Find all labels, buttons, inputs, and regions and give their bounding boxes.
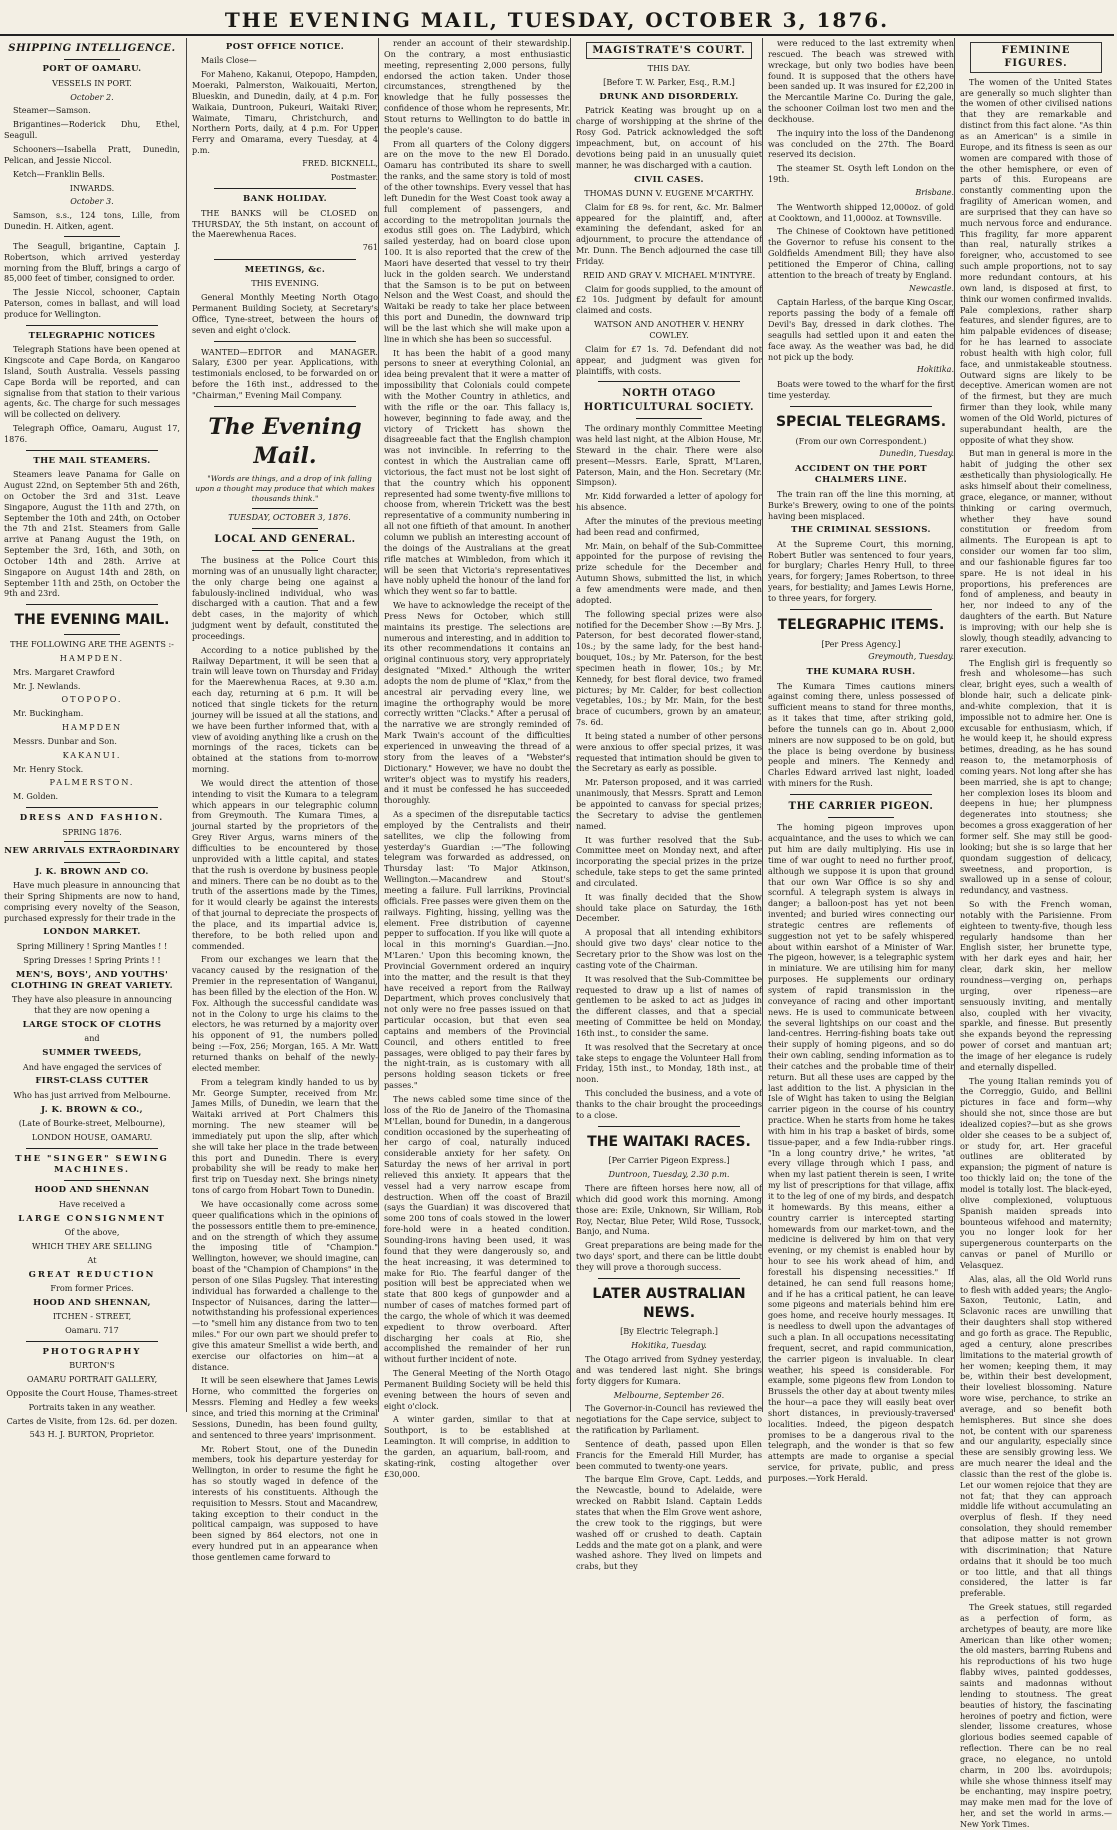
paragraph: The English girl is frequently so fresh and wholesome—has such clear, bright eyes, such a wealth of blonde hair, such a delicate pink-and-white complexion, that it is impossible not to admire her. One is excusable for enthusiasm, which, if he would keep it, he should express betimes, dreading, as he has sound reason to, the metamorphosis of coming years. Not long after she has been married, she is apt to change; her complexion loses its bloom and deepens in hue; her plumpness degenerates into stoutness; she becomes a gross exaggeration of her former self. She may still be good-looking; but she is so large that her quondam suggestion of delicacy, sweetness, and proportion, is swallowed up in a sense of colour, redundancy, and vastness. (960, 657, 1112, 896)
paragraph: The ordinary monthly Committee Meeting was held last night, at the Albion House, Mr. Steward in the chair. There were also present—Messrs. Earle, Spratt, M'Laren, Paterson, Main, and the Hon. Secretary (Mr. Simpson). (576, 423, 762, 488)
divider (598, 1126, 740, 1127)
case-title: REID AND GRAY V. MICHAEL M'INTYRE. (582, 269, 756, 280)
motto: "Words are things, and a drop of ink falling upon a thought may produce that which makes thousands think." (195, 473, 375, 503)
agent-town: HAMPDEN. (59, 652, 125, 663)
date-line: October 3. (70, 196, 114, 207)
ad-number: 717 (103, 1325, 119, 1336)
paragraph: The young Italian reminds you of the Correggio, Guido, and Bellini pictures in face and form—why should she not, since those are but idealized copies?—but as she grows older she ceases to be a subject of, or study for, art. Her graceful outlines are obliterated by expansion; the pigment of nature is too thickly laid on; the tone of the model is totally lost. The black-eyed, olive complexioned, voluptuous Spanish maiden spreads into bounteous wifehood and maternity; you no longer look for her supergenerous counterparts on the canvas or panel of Murillo or Velasquez. (960, 1075, 1112, 1270)
text-line: THIS EVENING. (251, 278, 319, 289)
dateline: Melbourne, September 26. (613, 1389, 725, 1400)
paragraph: The Seagull, brigantine, Captain J. Robertson, which arrived yesterday morning from the Bluff, brings a cargo of 85,000 feet of timber, consigned to order. (4, 240, 180, 284)
paragraph: Great preparations are being made for the two days' sport, and there can be little doubt they will prove a thorough success. (576, 1240, 762, 1272)
paragraph: Claim for £7 1s. 7d. Defendant did not appear, and judgment was given for plaintiffs, with costs. (576, 343, 762, 376)
paragraph: The Otago arrived from Sydney yesterday, and was tendered last night. She brings forty diggers for Kumara. (576, 1354, 762, 1386)
paragraph: There are fifteen horses here now, all of which did good work this morning. Among those are: Exile, Unknown, Sir William, Rob Roy, Nectar, Blue Peter, Wild Rose, Tussock, Banjo, and Numa. (576, 1183, 762, 1237)
divider (636, 418, 702, 419)
paragraph: So with the French woman, notably with the Parisienne. From eighteen to twenty-five, though less regularly handsome than her English sister, her brunette type, with her dark eyes and hair, her clear, dark skin, her mellow roundness—verging on, perhaps urging, over ripeness—are sensuously inviting, and mentally also, coupled with her vivacity, sparkle, and finesse. But presently she expands beyond the repressing power of corset and mantuan art; the image of her elegance is rudely and eternally dispelled. (960, 899, 1112, 1072)
firm-name: J. K. BROWN & CO., (41, 1104, 143, 1115)
evening-mail-heading: THE EVENING MAIL. (14, 612, 170, 629)
divider (790, 406, 932, 407)
paragraph: Mr. Robert Stout, one of the Dunedin members, took his departure yesterday for Wellington, in order to resume the fight he has so stoutly waged in defence of the interests of his constituents. Although the requisition to Messrs. Stout and Macandrew, taking exception to their conduct in the political campaign, was supposed to have been signed by 864 electors, not one in every hundred put in an appearance when those gentlemen came forward to (192, 1443, 378, 1562)
text-line: At (87, 1254, 97, 1265)
paragraph: It will be seen elsewhere that James Lewis Horne, who committed the forgeries on Messrs. Fleming and Hedley a few weeks since, and tried this morning at the Criminal Sessions, Dunedin, has been found guilty, and sentenced to three years' imprisonment. (192, 1375, 378, 1440)
text-line: OAMARU PORTRAIT GALLERY, (26, 1374, 158, 1385)
new-arrivals-heading: NEW ARRIVALS EXTRAORDINARY (4, 846, 180, 857)
port-heading: PORT OF OAMARU. (42, 64, 142, 75)
paragraph: Telegraph Stations have been opened at Kingscote and Cape Borda, on Kangaroo Island, South Australia. Vessels passing Cape Borda will be reported, and can signalise from that station to their various agents, &c. The charge for such messages will be collected on delivery. (4, 344, 180, 420)
paragraph: We have occasionally come across some queer qualifications which in the opinions of the possessors entitle them to pre-eminence, and on the strength of which they assume the imposing title of "Champion." Wellington, however, we should imagine, can boast of the "Champion of Champions" in the person of one Silas Pugsley. That interesting individual has forwarded a challenge to the Inspector of Nuisances, daring the latter—notwithstanding his professional experiences—to "smell him any distance from two to ten miles." For our own part we should prefer to give this amateur Smellist a wide berth, and exercise our olfactories on him—at a distance. (192, 1198, 378, 1372)
paragraph: WANTED—EDITOR and MANAGER. Salary, £300 per year. Applications, with testimonials enclosed, to be forwarded on or before the 16th inst., addressed to the "Chairman," Evening Mail Company. (192, 346, 378, 400)
agent-name: Mr. Buckingham. (13, 708, 84, 719)
paragraph: A winter garden, similar to that at Southport, is to be established at Leamington. It will comprise, in addition to the garden, an aquarium, ball-room, and skating-rink, costing altogether over £30,000. (384, 1414, 570, 1479)
agents-heading: THE FOLLOWING ARE THE AGENTS :- (10, 639, 174, 650)
divider (64, 634, 120, 635)
text-line: [By Electric Telegraph.] (620, 1326, 718, 1337)
paper-title: The Evening Mail. (208, 413, 362, 470)
reduction-heading: GREAT REDUCTION (28, 1269, 156, 1280)
agent-name: Mrs. Margaret Crawford (13, 666, 115, 677)
paragraph: The following special prizes were also notified for the December Show :—By Mrs. J. Paterson, for best decorated flower-stand, 10s.; by the same lady, for the best hand-bouquet, 10s.; by Mr. Paterson, for the best specimen heath in flower, 10s.; by Mr. Kennedy, for best floral device, two framed pictures; by Mr. Calder, for best collection vegetables, 10s.; by Mr. Main, for the best brace of cucumbers, grown by an amateur, 7s. 6d. (576, 608, 762, 728)
text-line: [Before T. W. Parker, Esq., R.M.] (603, 77, 735, 88)
hood-shennan-heading: HOOD AND SHENNAN (34, 1185, 150, 1196)
divider (790, 794, 932, 795)
text-line: WHICH THEY ARE SELLING (31, 1240, 153, 1251)
text-line: Ketch—Franklin Bells. (13, 168, 105, 179)
paragraph: Have much pleasure in announcing that their Spring Shipments are now to hand, comprising every novelty of the Season, purchased expressly for their trade in the (4, 880, 180, 923)
divider (26, 1341, 158, 1342)
text-line: And have engaged the services of (22, 1061, 162, 1072)
divider (790, 609, 932, 610)
column-2 (186, 38, 383, 1562)
text-line: Spring Millinery ! Spring Mantles ! ! (16, 940, 168, 951)
case-title: WATSON AND ANOTHER V. HENRY COWLEY. (594, 319, 744, 341)
consignment-heading: LARGE CONSIGNMENT (18, 1213, 166, 1224)
carrier-pigeon-heading: THE CARRIER PIGEON. (788, 800, 934, 812)
agent-name: Mr. Henry Stock. (13, 763, 84, 774)
text-line: They have also pleasure in announcing that they are now opening a (12, 994, 172, 1016)
agent-name: M. Golden. (13, 791, 59, 802)
divider (26, 1148, 158, 1149)
paragraph: The business at the Police Court this morning was of an unusually light character, the only charge being one against a fabulously-inclined individual, who was discharged with a caution. That and a few debt cases, in the majority of which judgment went by default, constituted the proceedings. (192, 555, 378, 641)
paragraph: Steamers leave Panama for Galle on August 22nd, on September 5th and 26th, on October the 3rd and 31st. Leave Singapore, August the 11th and 27th, on September the 10th and 24th, on October the 7th and 21st. Steamers from Galle arrive at Panang August the 19th, on September the 3rd, 16th, and 30th, on October 14th and 28th. Arrive at Singapore on August 14th and 28th, on September 11th and 25th, on October the 9th and 23rd. (4, 469, 180, 599)
dateline: Hokitika. (916, 365, 954, 375)
date-line: October 2. (70, 91, 114, 102)
divider (828, 817, 894, 818)
text-line: Schooners—Isabella Pratt, Dunedin, Pelican, and Jessie Niccol. (4, 143, 180, 165)
paragraph: The barque Elm Grove, Capt. Ledds, and the Newcastle, bound to Adelaide, were wrecked on Rabbit Island. Captain Ledds states that when the Elm Grove went ashore, the crew took to the riggings, but were washed off or crushed to death. Captain Ledds and the mate got on a plank, and were washed ashore. They lived on limpets and crabs, but they (576, 1474, 762, 1572)
text-line: Brigantines—Roderick Dhu, Ethel, Seagull. (4, 119, 180, 141)
paragraph: The Chinese of Cooktown have petitioned the Governor to refuse his consent to the Goldfields Amendment Bill; they have also petitioned the Emperor of China, calling attention to the breach of treaty by England. (768, 226, 954, 280)
divider (214, 188, 356, 189)
text-line: THIS DAY. (647, 63, 691, 74)
masthead-title: THE EVENING MAIL, TUESDAY, OCTOBER 3, 1876. (224, 8, 890, 32)
paragraph: It was resolved that the Secretary at once take steps to engage the Volunteer Hall from Friday, 15th inst., to Monday, 18th inst., at noon. (576, 1041, 762, 1085)
feminine-figures-heading: FEMININE FIGURES. (970, 42, 1102, 73)
agent-town: HAMPDEN (61, 722, 123, 733)
subheading: ACCIDENT ON THE PORT CHALMERS LINE. (795, 464, 927, 486)
paragraph: Alas, alas, all the Old World runs to flesh with added years; the Anglo-Saxon, Teutonic, Latin, and Sclavonic races are unwilling that their daughters shall stop withered and go forth as grace. The Republic, aged a century, alone prescribes limitations to the material growth of her women; keeping them, it may be, within their best development, their loveliest blossoming. Nature wore wise, perchance, to strike an average, and so benefit both hemispheres. But since she does not, be content with our spareness and our angularity, especially since these are sensibly growing less. We are much nearer the ideal and the classic than the rest of the globe is. Let our women rejoice that they are not fat; that they can approach middle life without accumulating an overplus of flesh. If they need consolation, they should remember that adipose matter is not grown with discrimination; that Nature ordains that it should be too much or too little, and that all things considered, the latter is far preferable. (960, 1273, 1112, 1599)
paragraph: The steamer St. Osyth left London on the 19th. (768, 163, 954, 185)
text-line: Opposite the Court House, Thames-street (6, 1387, 178, 1398)
paragraph: But man in general is more in the habit of judging the other sex æsthetically than physiologically. He asks himself about their comeliness, grace, elegance, or manner, without thinking or caring overmuch, whether they have sound constitution or freedom from ailments. The European is apt to consider our women far too slim, and our fashionable figures far too spare. He is not ideal in his proportions, his preferences are fond of ampleness, and beauty in her, nor indeed to any of the daughters of the earth. But Nature is improving; with our help she is slowly, though steadily, advancing to rarer execution. (960, 448, 1112, 654)
dress-fashion-heading: DRESS AND FASHION. (19, 813, 165, 824)
text-line: Mails Close— (201, 55, 257, 66)
paragraph: It was resolved that the Sub-Committee be requested to draw up a list of names of gentlemen to be asked to act as judges in the different classes, and that a special meeting of Committee be held on Monday, 16th inst., to consider the same. (576, 973, 762, 1038)
text-line: Portraits taken in any weather. (28, 1401, 156, 1412)
paragraph: The inquiry into the loss of the Dandenong was concluded on the 27th. The Board reserved its decision. (768, 127, 954, 160)
singer-heading: THE "SINGER" SEWING MACHINES. (15, 1153, 169, 1176)
subheading: THE KUMARA RUSH. (806, 667, 916, 678)
waitaki-races-heading: THE WAITAKI RACES. (587, 1133, 751, 1150)
divider (214, 259, 356, 260)
text-line: Who has just arrived from Melbourne. (13, 1089, 171, 1100)
stock-heading: LARGE STOCK OF CLOTHS (22, 1019, 162, 1030)
special-telegrams-heading: SPECIAL TELEGRAMS. (775, 413, 947, 430)
divider (598, 381, 740, 382)
text-line: ITCHEN - STREET, (52, 1311, 132, 1322)
text-line: LONDON HOUSE, OAMARU. (31, 1131, 153, 1142)
mail-steamers-heading: THE MAIL STEAMERS. (33, 455, 151, 466)
text-line: [Per Press Agency.] (821, 638, 901, 649)
horticultural-heading: NORTH OTAGO HORTICULTURAL SOCIETY. (583, 388, 755, 413)
brown-co-heading: J. K. BROWN AND CO. (35, 866, 149, 877)
divider (252, 550, 318, 551)
paragraph: From our exchanges we learn that the vacancy caused by the resignation of the Premier in the representation of Wanganui, has been filled by the election of the Hon. W. Fox. Although the successful candidate was not in the Colony to urge his claims to the electors, he was returned by a majority over his opponent of 91, the numbers polled being :—Fox, 256; Morgan, 165. A Mr. Watt returned thanks on behalf of the newly-elected member. (192, 954, 378, 1073)
telegraphic-items-heading: TELEGRAPHIC ITEMS. (777, 616, 945, 633)
paragraph: Patrick Keating was brought up on a charge of worshipping at the shrine of the Rosy God. Patrick acknowledged the soft impeachment, but, on account of his devotions being paid in an unusually quiet manner, he was discharged with a caution. (576, 105, 762, 170)
paragraph: The Kumara Times cautions miners against coming there, unless possessed of sufficient means to stand for three months, as it takes that time, after striking gold, before the tunnels can go in. About 2,000 miners are now supposed to be on gold, but the place is being overdone by business people and miners. The Kennedy and Charles Edward arrived last night, loaded with miners for the Rush. (768, 680, 954, 789)
column-4 (570, 38, 767, 1572)
divider (26, 807, 158, 808)
photography-heading: PHOTOGRAPHY (42, 1346, 142, 1357)
paragraph: We have to acknowledge the receipt of the Press News for October, which still maintains its prestige. The selections are numerous and interesting, and in addition to its other recommendations it contains an original continuous story, very appropriately designated "Mixed." Although the writer adopts the nom de plume of "Klax," from the ancestral air pervading every line, we imagine the orthography would be more correctly written "Clacks." After a perusal of the narrative we are strongly reminded of Mark Twain's account of the difficulties experienced in unweaving the thread of a story from the leaves of a "Webster's Dictionary." However, we have no doubt the writer's object was to mystify his readers, and it must be confessed he has succeeded thoroughly. (384, 600, 570, 806)
divider (26, 604, 158, 605)
paragraph: were reduced to the last extremity when rescued. The beach was strewed with wreckage, but only two bodies have been found. It is supposed that the others have been sanded up. It was insured for £2,200 in the Mercantile Marine Co. During the gale, the schooner Coilman lost two men and the deckhouse. (768, 38, 954, 124)
place-name: Oamaru. (65, 1325, 101, 1336)
vessels-heading: VESSELS IN PORT. (52, 77, 132, 88)
text-line: 543 H. J. BURTON, Proprietor. (29, 1429, 155, 1440)
paragraph: From all quarters of the Colony diggers are on the move to the new El Dorado. Oamaru has contributed its share to swell the ranks, and the same story is told of most of the other townships. Every vessel that has left Dunedin for the West Coast took away a full complement of passengers, and according to the metropolitan journals the exodus still goes on. The Ladybird, which sailed yesterday, had on board close upon 100. It is also reported that the crew of the Maori have deserted that vessel to try their luck in the golden search. We understand that the Samson is to be put on between Nelson and the West Coast, and should the Waitaki be ready to take her place between this port and Dunedin, the downward trip will be the last which she will make upon a line in which she has been so successful. (384, 138, 570, 344)
text-line: Telegraph Office, Oamaru, August 17, 1876. (4, 423, 180, 444)
text-line: Have received a (58, 1198, 126, 1209)
text-line: (From our own Correspondent.) (795, 435, 927, 446)
subheading: INWARDS. (69, 182, 115, 193)
paragraph: The Governor-in-Council has reviewed the negotiations for the Cape service, subject to the ratification by Parliament. (576, 1403, 762, 1436)
cutter-heading: FIRST-CLASS CUTTER (35, 1076, 149, 1087)
column-1-advertisements (4, 38, 184, 1440)
paragraph: Captain Harless, of the barque King Oscar, reports passing the body of a female off Devil's Bay, dressed in dark clothes. The seagulls had settled upon it and eaten the face away. As the weather was bad, he did not pick up the body. (768, 297, 954, 362)
paragraph: Sentence of death, passed upon Ellen Francis for the Emerald Hill Murder, has been commuted to twenty-one years. (576, 1438, 762, 1471)
column-3 (378, 38, 575, 1479)
signature: Postmaster. (330, 172, 378, 182)
text-line: Samson, s.s., 124 tons, Lille, from Dunedin. H. Aitken, agent. (4, 210, 180, 232)
paragraph: It being stated a number of other persons were anxious to offer special prizes, it was requested that intimation should be given to the Secretary as early as possible. (576, 730, 762, 774)
agent-town: OTOPOPO. (61, 694, 123, 705)
divider (598, 1278, 740, 1279)
text-line: Steamer—Samson. (13, 105, 91, 116)
later-australian-news-heading: LATER AUSTRALIAN NEWS. (592, 1285, 746, 1321)
london-market-heading: LONDON MARKET. (43, 927, 141, 938)
telegraphic-notices-heading: TELEGRAPHIC NOTICES (28, 330, 156, 341)
firm-name: HOOD AND SHENNAN, (33, 1297, 151, 1308)
text-line: (Late of Bourke-street, Melbourne), (18, 1118, 166, 1129)
divider (26, 325, 158, 326)
paragraph: The women of the United States are generally so much slighter than the women of other civilised nations that they are remarkable and distinct from this fact alone. "As thin as an American" is a simile in Europe, and its fitness is seen as our women are compared with those of the other hemisphere, or even of parts of this. Europeans are constantly commenting upon the fragility of American women, and are surprised that they can have so much nervous force and endurance. This fragility, far more apparent than real, naturally strikes a foreigner, who, accustomed to see such ample proportions, not to say more redundant contours, at his own land, is disposed at first, to think our women confirmed invalids. Pale complexions, rather sharp features, and slender figures, are to him palpable evidences of disease; for he has learned to associate robust health with high color, full face, and unmistakeable stoutness. Outward signs are likely to be deceptive. American women are not of the firmest, but they are much firmer than they look, while many women of the Old World, pictures of superabundant health, are the opposite of what they show. (960, 76, 1112, 445)
paragraph: As a specimen of the disreputable tactics employed by the Centralists and their satellites, we clip the following from yesterday's Guardian :—"The following telegram was forwarded as addressed, on Thursday last: 'To Major Atkinson, Wellington.—Macandrew and Stout's meeting a failure. Full larrikins, Provincial officials. Free passes were given them on the railways. Fighting, hissing, yelling was the element. Free distribution of cayenne pepper to suffocation. If you like will quote a local in this morning's Guardian.—Jno. M'Laren.' Upon this becoming known, the Provincial Government ordered an inquiry into the matter, and the result is that they have received a report from the Railway Department, which proves conclusively that not only were no free passes issued on that particular occasion, but that even sea captains and members of the Provincial Council, and others entitled to free passages, were obliged to pay their fares by the night-train, as is customary with all persons holding season tickets or free passes." (384, 809, 570, 1091)
paragraph: It was finally decided that the Show should take place on Saturday, the 16th December. (576, 891, 762, 924)
paragraph: For Maheno, Kakanui, Otepopo, Hampden, Moeraki, Palmerston, Waikouaiti, Merton, Blueskin, and Dunedin, daily, at 4 p.m. For Waikaia, Duntroon, Pukeuri, Waitaki River, Waimate, Timaru, Christchurch, and Northern Ports, daily, at 4 p.m. For Upper Ferry and Omarama, every Tuesday, at 4 p.m. (192, 69, 378, 156)
shipping-heading: SHIPPING INTELLIGENCE. (8, 43, 176, 54)
paragraph: Mr. Kidd forwarded a letter of apology for his absence. (576, 491, 762, 513)
magistrates-court-heading: MAGISTRATE'S COURT. (586, 42, 752, 59)
paragraph: According to a notice published by the Railway Department, it will be seen that a train will leave town on Thursday and Friday for the Maerewhenua Races, at 9.30 a.m. each day, returning at 6 p.m. It will be noticed that single tickets for the return journey will be issued at all the stations, and we have been further informed that, with a view of avoiding anything like a crush on the mornings of the races, tickets can be obtained at the stations from to-morrow morning. (192, 644, 378, 775)
dateline: Greymouth, Tuesday. (868, 652, 954, 662)
divider (252, 528, 318, 529)
divider (64, 236, 120, 237)
paragraph: At the Supreme Court, this morning, Robert Butler was sentenced to four years, for burglary; Charles Henry Hull, to three years, for forgery; James Robertson, to three years, for bestiality; and James Lewis Horne, to three years, for forgery. (768, 538, 954, 603)
paragraph: The homing pigeon improves upon acquaintance, and the uses to which we can put him are daily multiplying. His use in time of war ought to need no further proof, although we suppose it is upon that ground that our own War Office is so shy and scornful. A telegraph system is always in danger; a balloon-post has yet not been invented; and buried wires connecting our strategic centres are reflements of suggestion not yet to be safely whispered about within earshot of a Minister of War. The pigeon, however, is a telegraphic system in miniature. We are utilising him for many purposes. He supplements our ordinary system of rapid transmission in the conveyance of racing and other important news. He is used to communicate between the several lightships on our coast and the land-centres. Herring-fishing boats take out their supply of homing pigeons, and so do their own cabling, sending information as to their catches and the probable time of their return. But all these uses are capped by the last addition to the list. A physician in the Isle of Wight has taken to using the Belgian carrier pigeon in the course of his country practice. When he starts from home he takes with him in his trap a basket of birds, some tissue-paper, and a few India-rubber rings. "In a long country drive," he writes, "at every village through which I pass, and when my last patient therein is seen, I write my list of prescriptions for that village, affix it to the leg of one of my birds, and despatch it homewards. By this means, either a country carrier is intercepted starting homewards from our market-town, and the medicine is delivered by him on that very evening, or my chemist is enabled hour by hour to see his work ahead of him, and forestall his dispensing necessities." If detained, he can send full reasons home; and if he has a critical patient, he can leave some pigeons and materials behind him ere goes home, and receive hourly messages. It is needless to dwell upon the advantages of such a plan. In all occupations necessitating frequent, secret, and rapid communication, the carrier pigeon is invaluable. In clear weather, his speed is considerable. For example, some pigeons flew from London to Brussels the other day at about twenty miles the hour—a pace they will easily beat over short distances, in previously-traversed localities. Indeed, the pigeon despatch promises to be a dangerous rival to the telegraph, and the wonder is that so few attempts are made to organise a special service, for private, public, and press purposes.—York Herald. (768, 822, 954, 1483)
subheading: THE CRIMINAL SESSIONS. (791, 525, 931, 536)
divider (64, 59, 120, 60)
masthead (0, 4, 1114, 36)
text-line: SPRING 1876. (62, 826, 122, 837)
post-office-heading: POST OFFICE NOTICE. (225, 42, 345, 52)
column-6 (954, 38, 1117, 1829)
paragraph: After the minutes of the previous meeting had been read and confirmed, (576, 515, 762, 537)
agent-name: Mr. J. Newlands. (13, 680, 81, 691)
dateline: TUESDAY, OCTOBER 3, 1876. (228, 512, 351, 522)
paragraph: The Greek statues, still regarded as a perfection of form, as archetypes of beauty, are more like American than like other women; the old masters, barring Rubens and his reproductions of his two huge flabby wives, painted goddesses, saints and madonnas without lending to stoutness. The great beauties of history, the fascinating heroines of poetry and fiction, were slender, lissome creatures, whose glorious bodies seemed capable of reflection. There can be no real grace, no elegance, no untold charm, in 200 lbs. avoirdupois; while she whose thinness itself may be enchanting, may inspire poetry, may make men mad for the love of her, and set the world in arms.—New York Times. (960, 1602, 1112, 1829)
agent-name: Messrs. Dunbar and Son. (13, 735, 117, 746)
paragraph: It was further resolved that the Sub-Committee meet on Monday next, and after incorporating the special prizes in the prize schedule, take steps to get the same printed and circulated. (576, 834, 762, 888)
paragraph: Claim for £8 9s. for rent, &c. Mr. Balmer appeared for the plaintiff, and, after examining the defendant, asked for an adjournment, to procure the attendance of Mr. Dunn. The Bench adjourned the case till Friday. (576, 201, 762, 266)
paragraph: THE BANKS will be CLOSED on THURSDAY, the 5th instant, on account of the Maerewhenua Races. (192, 207, 378, 240)
text-line: From former Prices. (50, 1282, 134, 1293)
subheading: DRUNK AND DISORDERLY. (599, 92, 739, 103)
bank-holiday-heading: BANK HOLIDAY. (243, 194, 327, 205)
paragraph: Boats were towed to the wharf for the first time yesterday. (768, 379, 954, 400)
agent-town: KAKANUI. (62, 749, 122, 760)
dateline: Hokitika, Tuesday. (631, 1340, 707, 1351)
signature: FRED. BICKNELL, (302, 158, 378, 168)
paragraph: We would direct the attention of those intending to visit the Kumara to a telegram which appears in our telegraphic column from Greymouth. The Kumara Times, a journal started by the proprietors of the Grey River Argus, warns miners of the difficulties to be encountered by those unprovided with a little capital, and states that the rush is overdone by business people and miners. There can be no doubt as to the truth of the assertions made by the Times, for it would clearly be against the interests of that journal to depreciate the prospects of the place, and its impartial advice is, therefore, to be both relied upon and commended. (192, 777, 378, 951)
paragraph: General Monthly Meeting North Otago Permanent Building Society, at Secretary's Office, Tyne-street, between the hours of seven and eight o'clock. (192, 292, 378, 335)
dateline: Newcastle. (909, 283, 954, 293)
agent-town: PALMERSTON. (49, 777, 135, 788)
paragraph: Mr. Paterson proposed, and it was carried unanimously, that Messrs. Spratt and Lemon be appointed to canvass for special prizes; the Secretary to advise the gentlemen named. (576, 777, 762, 831)
paragraph: Mr. Main, on behalf of the Sub-Committee appointed for the purpose of revising the prize schedule for the December and Autumn Shows, submitted the list, in which a few amendments were made, and then adopted. (576, 540, 762, 605)
text-line: Cartes de Visite, from 12s. 6d. per dozen. (6, 1415, 178, 1426)
text-line: BURTON'S (69, 1360, 115, 1371)
paragraph: render an account of their stewardship. On the contrary, a most enthusiastic meeting, representing 2,000 persons, fully endorsed the action taken. Under those circumstances, strengthened by the knowledge that he fully possesses the confidence of those whom he represents, Mr. Stout returns to Wellington to do battle in the people's cause. (384, 38, 570, 135)
paragraph: The news cabled some time since of the loss of the Rio de Janeiro of the Thomasina M'Lellan, bound for Dunedin, in a dangerous condition occasioned by the superheating of her cargo of coal, naturally induced considerable anxiety for her safety. On Saturday the news of her arrival in port relieved this anxiety. It appears that the vessel had a very narrow escape from destruction. When off the coast of Brazil (says the Guardian) it was discovered that some 200 tons of coals stowed in the lower fore-hold were in a heated condition. Sounding-irons having been used, it was found that they were dangerously so, and the heat increasing, it was determined to make for Rio. The fearful danger of the position will best be appreciated when we state that 800 kegs of gunpowder and a number of cases of matches formed part of the cargo, the whole of which it was deemed expedient to throw overboard. After discharging her coals at Rio, she accomplished the remainder of her run without further incident of note. (384, 1094, 570, 1365)
divider (26, 450, 158, 451)
paragraph: From a telegram kindly handed to us by Mr. George Sumpter, received from Mr. James Mills, of Dunedin, we learn that the Waitaki arrived at Port Chalmers this morning. The new steamer will be immediately put upon the slip, after which she will take her place in the trade between this port and Dunedin. There is every probability she will be ready to make her first trip on Tuesday next. She brings ninety tons of cargo from Hobart Town to Dunedin. (192, 1076, 378, 1196)
ad-number: 761 (362, 243, 378, 253)
divider (252, 508, 318, 509)
divider (64, 862, 120, 863)
dateline: Dunedin, Tuesday. (879, 449, 954, 459)
dateline: Duntroon, Tuesday, 2.30 p.m. (608, 1169, 730, 1180)
summer-tweeds-heading: SUMMER TWEEDS, (42, 1048, 142, 1059)
paragraph: The train ran off the line this morning, at Burke's Brewery, owing to one of the points having been misplaced. (768, 488, 954, 521)
meetings-heading: MEETINGS, &c. (244, 265, 326, 276)
paragraph: This concluded the business, and a vote of thanks to the chair brought the proceedings to a close. (576, 1088, 762, 1120)
civil-cases-heading: CIVIL CASES. (634, 174, 704, 185)
paragraph: Claim for goods supplied, to the amount of £2 10s. Judgment by default for amount claimed and costs. (576, 283, 762, 316)
divider (64, 1180, 120, 1181)
case-title: THOMAS DUNN V. EUGENE M'CARTHY. (584, 187, 754, 198)
text-line (4, 1325, 180, 1336)
local-general-heading: LOCAL AND GENERAL. (214, 533, 356, 545)
paragraph: The General Meeting of the North Otago Permanent Building Society will be held this evening between the hours of seven and eight o'clock. (384, 1368, 570, 1411)
mens-clothing-heading: MEN'S, BOYS', AND YOUTHS' CLOTHING IN GREAT VARIETY. (10, 969, 174, 991)
paragraph: The Wentworth shipped 12,000oz. of gold at Cooktown, and 11,000oz. at Townsville. (768, 201, 954, 223)
text-line: Of the above, (64, 1227, 120, 1238)
paragraph: A proposal that all intending exhibitors should give two days' clear notice to the Secretary prior to the Show was lost on the casting vote of the Chairman. (576, 927, 762, 970)
paragraph: The Jessie Niccol, schooner, Captain Paterson, comes in ballast, and will load produce for Wellington. (4, 287, 180, 319)
dateline: Brisbane. (915, 187, 954, 197)
column-5 (762, 38, 959, 1483)
divider (64, 841, 120, 842)
text-line: and (84, 1033, 100, 1044)
divider (214, 406, 356, 407)
paragraph: It has been the habit of a good many persons to sneer at everything Colonial, an idea being prevalent that it were a matter of impossibility that Colonials could compete with the Mother Country in athletics, and with the rifle or the oar. This fallacy is, however, beginning to fade away, and the victory of Trickett has shown the disagreeable fact that the English champion was not invincible. In referring to the contest in which the Australian came off victorious, the fact must not be lost sight of that the country which his opponent represented had some twenty-five millions to choose from, wherein Trickett was the best representative of a community numbering in all not one fiftieth of that amount. In another column we publish an interesting account of the doings of the Australians at the great rifle matches at Wimbledon, from which it will be seen that Victoria's representatives have nobly upheld the honour of the land for which they went so far to battle. (384, 347, 570, 597)
text-line: Spring Dresses ! Spring Prints ! ! (23, 954, 161, 965)
divider (214, 341, 356, 342)
text-line: [Per Carrier Pigeon Express.] (608, 1155, 730, 1166)
